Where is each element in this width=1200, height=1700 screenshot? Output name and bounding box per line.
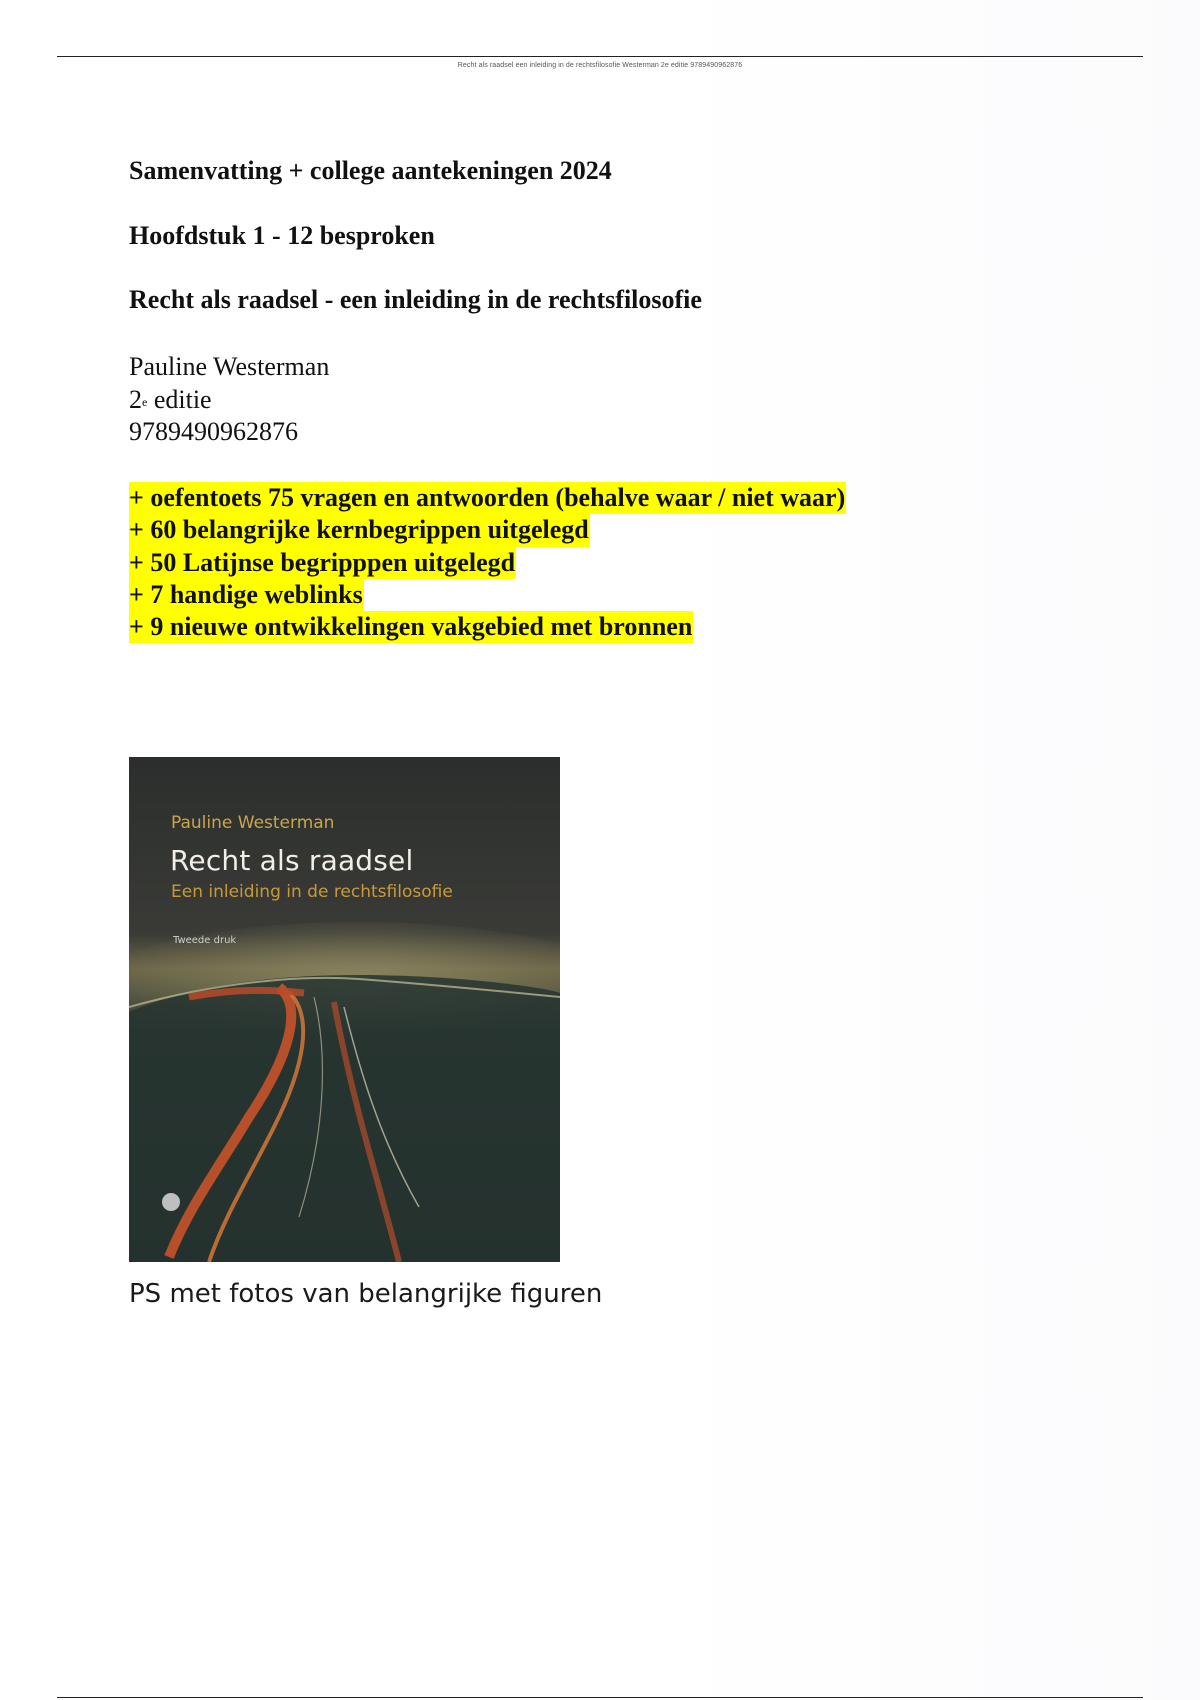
publisher-logo-icon: [162, 1193, 180, 1211]
highlight-item: + 9 nieuwe ontwikkelingen vakgebied met bronnen: [129, 611, 693, 643]
highlight-item: + 60 belangrijke kernbegrippen uitgelegd: [129, 514, 590, 546]
edition-number: 2: [129, 384, 142, 414]
highlight-item: + 50 Latijnse begripppen uitgelegd: [129, 547, 516, 579]
cover-edition: Tweede druk: [173, 935, 237, 946]
running-header: Recht als raadsel een inleiding in de rechtsfilosofie Westerman 2e editie 9789490962876: [457, 62, 743, 69]
chapters-line: Hoofdstuk 1 - 12 besproken: [129, 221, 435, 250]
book-title-line: Recht als raadsel - een inleiding in de rechtsfilosofie: [129, 285, 702, 314]
isbn-line: 9789490962876: [129, 417, 298, 446]
highlight-item: + oefentoets 75 vragen en antwoorden (behalve waar / niet waar): [129, 482, 846, 514]
highlights-list: [129, 482, 846, 643]
cover-caption: PS met fotos van belangrijke figuren: [129, 1279, 603, 1309]
cover-subtitle: Een inleiding in de rechtsfilosofie: [171, 882, 453, 902]
highlight-item: + 7 handige weblinks: [129, 579, 364, 611]
document-title: Samenvatting + college aantekeningen 2024: [129, 156, 612, 185]
edition-line: [129, 384, 329, 417]
cover-title: Recht als raadsel: [170, 844, 414, 877]
edition-superscript: e: [142, 394, 148, 409]
author-line: Pauline Westerman: [129, 352, 330, 381]
cover-author: Pauline Westerman: [171, 813, 335, 833]
book-cover-image: [129, 757, 560, 1262]
footer-rule: [57, 1697, 1143, 1698]
edition-word: editie: [147, 384, 212, 414]
header-rule: [57, 56, 1143, 57]
book-metadata: [129, 351, 329, 449]
